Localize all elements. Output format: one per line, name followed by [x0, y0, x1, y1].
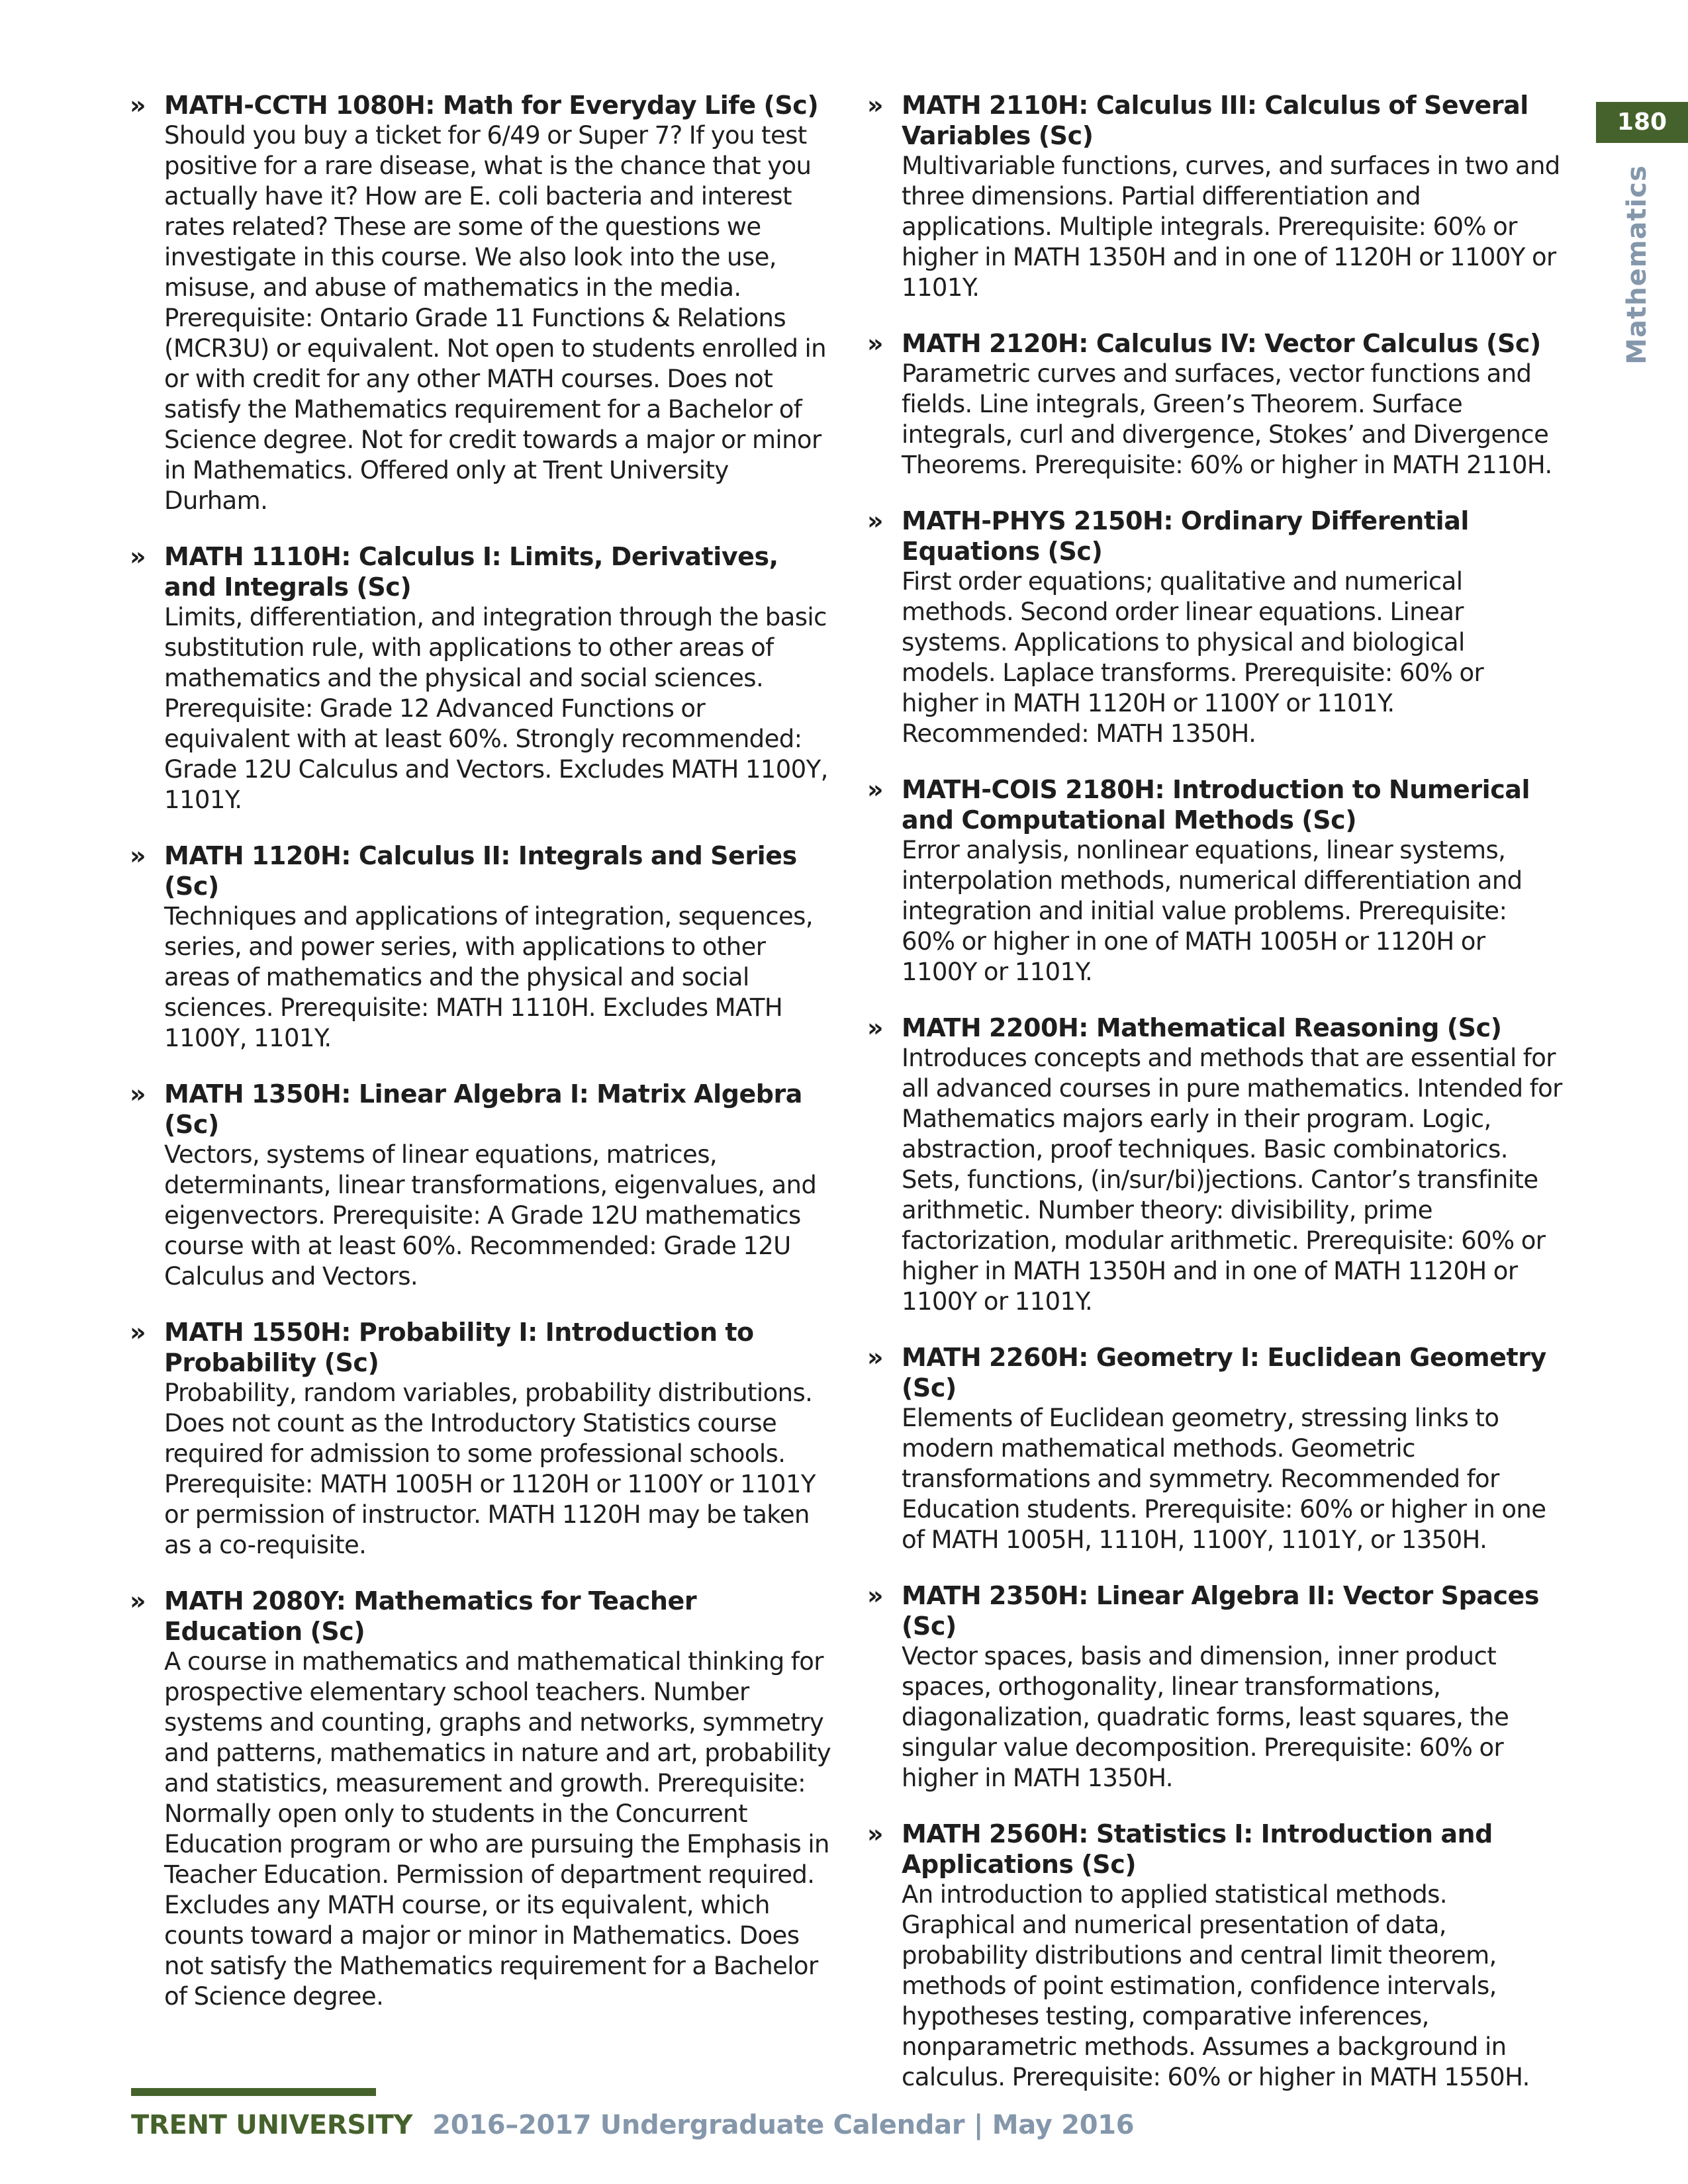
bullet-glyph: »	[130, 91, 146, 120]
course-title: MATH 1350H: Linear Algebra I: Matrix Algebra (Sc)	[164, 1079, 802, 1139]
bullet-glyph: »	[867, 329, 884, 358]
course-title: MATH 2110H: Calculus III: Calculus of Several Variables (Sc)	[902, 91, 1528, 150]
bullet-glyph: »	[867, 1013, 884, 1042]
course-description: First order equations; qualitative and numerical methods. Second order linear equations. Linear systems. Applications to physical and biological models. Laplace transforms. Prerequisite: 60% or higher in MATH 1120H or 1100Y or 1101Y. Recommended: MATH 1350H.	[902, 567, 1484, 748]
course-title: MATH-CCTH 1080H: Math for Everyday Life (Sc)	[164, 91, 819, 120]
course-entry	[130, 1317, 831, 1561]
course-title: MATH-COIS 2180H: Introduction to Numerical and Computational Methods (Sc)	[902, 775, 1530, 835]
bullet-glyph: »	[130, 841, 146, 870]
course-entry	[867, 774, 1562, 987]
course-description: Should you buy a ticket for 6/49 or Super 7? If you test positive for a rare disease, what is the chance that you actually have it? How are E. coli bacteria and interest rates related? These are some of the questions we investigate in this course. We also look into the use, misuse, and abuse of mathematics in the media. Prerequisite: Ontario Grade 11 Functions & Relations (MCR3U) or equivalent. Not open to students enrolled in or with credit for any other MATH courses. Does not satisfy the Mathematics requirement for a Bachelor of Science degree. Not for credit towards a major or minor in Mathematics. Offered only at Trent University Durham.	[164, 121, 827, 515]
course-entry	[130, 90, 831, 516]
footer	[131, 2110, 1134, 2140]
bullet-glyph: »	[867, 1581, 884, 1610]
bullet-glyph: »	[130, 1586, 146, 1615]
course-title: MATH 1120H: Calculus II: Integrals and Series (Sc)	[164, 841, 797, 901]
section-tab: Mathematics	[1622, 165, 1652, 365]
course-entry	[867, 1580, 1562, 1794]
footer-rule	[131, 2088, 376, 2096]
course-description: Vector spaces, basis and dimension, inner product spaces, orthogonality, linear transformations, diagonalization, quadratic forms, least squares, the singular value decomposition. Prerequisite: 60% or higher in MATH 1350H.	[902, 1642, 1509, 1792]
course-description: Vectors, systems of linear equations, matrices, determinants, linear transformations, eigenvalues, and eigenvectors. Prerequisite: A Grade 12U mathematics course with at least 60%. Recommended: Grade 12U Calculus and Vectors.	[164, 1140, 817, 1291]
course-entry	[130, 841, 831, 1054]
course-description: Elements of Euclidean geometry, stressing links to modern mathematical methods. Geometric transformations and symmetry. Recommended for Education students. Prerequisite: 60% or higher in one of MATH 1005H, 1110H, 1100Y, 1101Y, or 1350H.	[902, 1404, 1546, 1554]
bullet-glyph: »	[130, 1079, 146, 1109]
course-title: MATH-PHYS 2150H: Ordinary Differential Equations (Sc)	[902, 506, 1469, 566]
course-description: A course in mathematics and mathematical thinking for prospective elementary school teachers. Number systems and counting, graphs and networks, symmetry and patterns, mathematics in nature and art, probability and statistics, measurement and growth. Prerequisite: Normally open only to students in the Concurrent Education program or who are pursuing the Emphasis in Teacher Education. Permission of department required. Excludes any MATH course, or its equivalent, which counts toward a major or minor in Mathematics. Does not satisfy the Mathematics requirement for a Bachelor of Science degree.	[164, 1647, 831, 2011]
course-title: MATH 2560H: Statistics I: Introduction and Applications (Sc)	[902, 1819, 1493, 1879]
footer-institution: TRENT UNIVERSITY	[131, 2110, 413, 2140]
right-column	[867, 90, 1562, 2118]
bullet-glyph: »	[867, 775, 884, 804]
course-entry	[867, 90, 1562, 303]
course-entry	[867, 1342, 1562, 1555]
footer-calendar: 2016–2017 Undergraduate Calendar | May 2016	[432, 2110, 1135, 2140]
bullet-glyph: »	[867, 1819, 884, 1848]
bullet-glyph: »	[130, 542, 146, 571]
bullet-glyph: »	[867, 91, 884, 120]
course-description: Multivariable functions, curves, and surfaces in two and three dimensions. Partial differentiation and applications. Multiple integrals. Prerequisite: 60% or higher in MATH 1350H and in one of 1120H or 1100Y or 1101Y.	[902, 152, 1560, 302]
course-description: Introduces concepts and methods that are essential for all advanced courses in pure mathematics. Intended for Mathematics majors early in their program. Logic, abstraction, proof techniques. Basic combinatorics. Sets, functions, (in/sur/bi)jections. Cantor’s transfinite arithmetic. Number theory: divisibility, prime factorization, modular arithmetic. Prerequisite: 60% or higher in MATH 1350H and in one of MATH 1120H or 1100Y or 1101Y.	[902, 1044, 1562, 1316]
left-column	[130, 90, 831, 2037]
course-title: MATH 2200H: Mathematical Reasoning (Sc)	[902, 1013, 1502, 1042]
course-title: MATH 2080Y: Mathematics for Teacher Education (Sc)	[164, 1586, 697, 1646]
course-description: An introduction to applied statistical methods. Graphical and numerical presentation of data, probability distributions and central limit theorem, methods of point estimation, confidence intervals, hypotheses testing, comparative inferences, nonparametric methods. Assumes a background in calculus. Prerequisite: 60% or higher in MATH 1550H.	[902, 1880, 1530, 2091]
course-entry	[130, 541, 831, 815]
bullet-glyph: »	[130, 1318, 146, 1347]
course-title: MATH 1550H: Probability I: Introduction to Probability (Sc)	[164, 1318, 754, 1377]
course-description: Probability, random variables, probability distributions. Does not count as the Introductory Statistics course required for admission to some professional schools. Prerequisite: MATH 1005H or 1120H or 1100Y or 1101Y or permission of instructor. MATH 1120H may be taken as a co-requisite.	[164, 1379, 816, 1559]
bullet-glyph: »	[867, 1343, 884, 1372]
course-entry	[867, 506, 1562, 749]
course-entry	[867, 1013, 1562, 1317]
page-number-badge: 180	[1596, 102, 1688, 143]
course-entry	[867, 328, 1562, 480]
bullet-glyph: »	[867, 506, 884, 535]
course-title: MATH 1110H: Calculus I: Limits, Derivatives, and Integrals (Sc)	[164, 542, 778, 602]
course-title: MATH 2260H: Geometry I: Euclidean Geometry (Sc)	[902, 1343, 1546, 1402]
course-description: Techniques and applications of integration, sequences, series, and power series, with applications to other areas of mathematics and the physical and social sciences. Prerequisite: MATH 1110H. Excludes MATH 1100Y, 1101Y.	[164, 902, 813, 1052]
course-title: MATH 2350H: Linear Algebra II: Vector Spaces (Sc)	[902, 1581, 1540, 1641]
course-entry	[867, 1819, 1562, 2093]
course-description: Limits, differentiation, and integration through the basic substitution rule, with applications to other areas of mathematics and the physical and social sciences. Prerequisite: Grade 12 Advanced Functions or equivalent with at least 60%. Strongly recommended: Grade 12U Calculus and Vectors. Excludes MATH 1100Y, 1101Y.	[164, 603, 828, 814]
course-title: MATH 2120H: Calculus IV: Vector Calculus (Sc)	[902, 329, 1541, 358]
course-entry	[130, 1586, 831, 2012]
course-entry	[130, 1079, 831, 1292]
course-description: Parametric curves and surfaces, vector functions and fields. Line integrals, Green’s Theorem. Surface integrals, curl and divergence, Stokes’ and Divergence Theorems. Prerequisite: 60% or higher in MATH 2110H.	[902, 359, 1552, 479]
course-description: Error analysis, nonlinear equations, linear systems, interpolation methods, numerical differentiation and integration and initial value problems. Prerequisite: 60% or higher in one of MATH 1005H or 1120H or 1100Y or 1101Y.	[902, 836, 1523, 986]
